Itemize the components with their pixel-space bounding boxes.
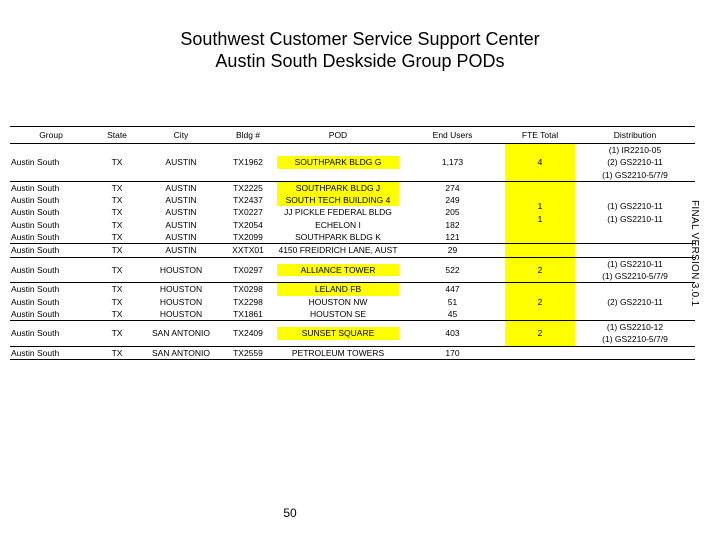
cell-bldg <box>220 244 276 257</box>
cell-group-line: Austin South <box>11 328 60 339</box>
cell-group <box>10 283 92 321</box>
header-bldg: Bldg # <box>220 127 276 144</box>
cell-state <box>92 181 142 244</box>
cell-end-users-line: 522 <box>445 264 460 275</box>
table-row <box>10 244 695 257</box>
cell-distribution-line: (1) GS2210-12 <box>606 322 664 333</box>
cell-group <box>10 244 92 257</box>
cell-distribution <box>575 257 695 283</box>
cell-pod-line: SOUTHPARK BLDG J <box>277 182 399 194</box>
cell-distribution <box>575 346 695 359</box>
cell-city-line: AUSTIN <box>165 157 197 168</box>
cell-bldg-line: TX0227 <box>233 207 263 218</box>
cell-city-line: HOUSTON <box>159 284 203 295</box>
header-distribution: Distribution <box>575 127 695 144</box>
title-line-1: Southwest Customer Service Support Center <box>180 29 540 49</box>
cell-pod-line: ALLIANCE TOWER <box>277 264 399 276</box>
cell-fte-total-line: 1 <box>537 213 543 224</box>
cell-state <box>92 244 142 257</box>
cell-bldg <box>220 181 276 244</box>
cell-pod-line: HOUSTON SE <box>309 308 367 319</box>
cell-bldg-line: TX2054 <box>233 219 263 230</box>
cell-city-line: SAN ANTONIO <box>152 347 210 358</box>
cell-city-line: SAN ANTONIO <box>152 328 210 339</box>
cell-group-line: Austin South <box>11 207 60 218</box>
title-line-2: Austin South Deskside Group PODs <box>215 51 505 71</box>
cell-pod <box>276 321 400 347</box>
version-label: FINAL VERSION 3.0.1 <box>689 200 700 307</box>
cell-city-line: AUSTIN <box>165 245 197 256</box>
cell-group <box>10 321 92 347</box>
cell-pod-line: SOUTHPARK BLDG G <box>277 156 399 168</box>
cell-state <box>92 346 142 359</box>
cell-pod-line: SOUTHPARK BLDG K <box>295 232 381 243</box>
table-body <box>10 144 695 360</box>
cell-city-line: AUSTIN <box>165 207 197 218</box>
cell-city-line: HOUSTON <box>159 264 203 275</box>
cell-end-users <box>400 244 505 257</box>
header-fte-total: FTE Total <box>505 127 575 144</box>
header-pod: POD <box>276 127 400 144</box>
cell-state-line: TX <box>111 232 123 243</box>
cell-group-line: Austin South <box>11 157 60 168</box>
table-header-row <box>10 127 695 144</box>
cell-state-line: TX <box>111 264 123 275</box>
cell-state-line: TX <box>111 328 123 339</box>
cell-end-users-line: 182 <box>445 219 460 230</box>
cell-bldg <box>220 321 276 347</box>
cell-distribution <box>575 181 695 244</box>
cell-end-users <box>400 257 505 283</box>
cell-group <box>10 346 92 359</box>
cell-bldg-line: TX0298 <box>233 284 263 295</box>
cell-bldg-line: TX0297 <box>233 264 263 275</box>
cell-state <box>92 283 142 321</box>
cell-city-line: HOUSTON <box>159 296 203 307</box>
header-group: Group <box>10 127 92 144</box>
cell-bldg-line: TX2298 <box>233 296 263 307</box>
cell-pod-line: ECHELON I <box>315 219 361 230</box>
table-row <box>10 181 695 244</box>
cell-pod-line: LELAND FB <box>277 283 399 295</box>
cell-city <box>142 321 220 347</box>
cell-bldg-line: TX2409 <box>233 328 263 339</box>
cell-bldg-line: TX2225 <box>233 182 263 193</box>
cell-end-users <box>400 283 505 321</box>
cell-end-users-line: 170 <box>445 347 460 358</box>
cell-bldg-line: TX2437 <box>233 195 263 206</box>
cell-fte-total-line: 2 <box>537 328 543 339</box>
cell-fte-total <box>505 181 575 244</box>
cell-city <box>142 257 220 283</box>
cell-city-line: AUSTIN <box>165 195 197 206</box>
cell-distribution <box>575 244 695 257</box>
cell-pod <box>276 244 400 257</box>
cell-state-line: TX <box>111 207 123 218</box>
cell-distribution <box>575 144 695 182</box>
cell-group-line: Austin South <box>11 284 60 295</box>
cell-group <box>10 181 92 244</box>
cell-fte-total <box>505 244 575 257</box>
cell-fte-total-line: 2 <box>537 296 543 307</box>
cell-group-line: Austin South <box>11 296 60 307</box>
cell-city-line: HOUSTON <box>159 308 203 319</box>
cell-state-line: TX <box>111 245 123 256</box>
cell-end-users-line: 274 <box>445 182 460 193</box>
table-row <box>10 346 695 359</box>
cell-bldg <box>220 257 276 283</box>
cell-city-line: AUSTIN <box>165 182 197 193</box>
cell-state <box>92 321 142 347</box>
cell-state-line: TX <box>111 296 123 307</box>
cell-group-line: Austin South <box>11 245 60 256</box>
cell-pod-line: 4150 FREIDRICH LANE, AUST <box>278 245 398 256</box>
cell-city-line: AUSTIN <box>165 232 197 243</box>
cell-end-users-line: 249 <box>445 195 460 206</box>
cell-bldg-line: TX1861 <box>233 308 263 319</box>
cell-city-line: AUSTIN <box>165 219 197 230</box>
cell-end-users-line: 1,173 <box>441 157 464 168</box>
cell-pod <box>276 346 400 359</box>
cell-end-users-line: 447 <box>445 284 460 295</box>
cell-state <box>92 144 142 182</box>
cell-bldg-line: TX2559 <box>233 347 263 358</box>
table-row <box>10 257 695 283</box>
cell-distribution-line: (1) GS2210-11 <box>607 258 663 269</box>
cell-fte-total <box>505 144 575 182</box>
cell-bldg <box>220 283 276 321</box>
cell-fte-total <box>505 283 575 321</box>
cell-fte-total-line: 2 <box>537 264 543 275</box>
cell-pod-line: JJ PICKLE FEDERAL BLDG <box>284 207 392 218</box>
cell-fte-total <box>505 346 575 359</box>
cell-pod <box>276 181 400 244</box>
cell-distribution-line: (1) IR2210-05 <box>608 145 662 155</box>
cell-group-line: Austin South <box>11 264 60 275</box>
cell-group-line: Austin South <box>11 232 60 243</box>
cell-pod <box>276 144 400 182</box>
cell-fte-total <box>505 321 575 347</box>
cell-state-line: TX <box>111 347 123 358</box>
pod-table <box>10 126 695 360</box>
header-city: City <box>142 127 220 144</box>
cell-end-users <box>400 181 505 244</box>
cell-bldg <box>220 144 276 182</box>
cell-bldg <box>220 346 276 359</box>
header-state: State <box>92 127 142 144</box>
cell-end-users-line: 45 <box>447 308 458 319</box>
cell-pod-line: HOUSTON NW <box>308 296 368 307</box>
cell-distribution-line: (2) GS2210-11 <box>607 296 663 307</box>
cell-group-line: Austin South <box>11 219 60 230</box>
cell-distribution-line: (1) GS2210-5/7/9 <box>602 334 668 345</box>
cell-bldg-line: XXTX01 <box>232 245 264 256</box>
cell-end-users-line: 205 <box>445 207 460 218</box>
cell-group-line: Austin South <box>11 308 60 319</box>
cell-distribution-line: (1) GS2210-5/7/9 <box>602 270 668 281</box>
cell-state-line: TX <box>111 182 123 193</box>
cell-end-users-line: 403 <box>445 328 460 339</box>
cell-pod <box>276 283 400 321</box>
cell-fte-total-line: 4 <box>537 157 543 168</box>
cell-end-users-line: 121 <box>445 232 460 243</box>
cell-state-line: TX <box>111 195 123 206</box>
cell-city <box>142 181 220 244</box>
cell-pod <box>276 257 400 283</box>
table-row <box>10 283 695 321</box>
cell-bldg-line: TX1962 <box>233 157 263 168</box>
cell-fte-total <box>505 257 575 283</box>
cell-end-users <box>400 346 505 359</box>
cell-city <box>142 283 220 321</box>
cell-state-line: TX <box>111 308 123 319</box>
cell-distribution-line: (2) GS2210-11 <box>607 157 663 168</box>
cell-end-users-line: 51 <box>447 296 458 307</box>
cell-city <box>142 346 220 359</box>
cell-group-line: Austin South <box>11 182 60 193</box>
cell-state-line: TX <box>111 219 123 230</box>
cell-distribution <box>575 321 695 347</box>
cell-end-users-line: 29 <box>447 245 458 256</box>
cell-pod-line: SUNSET SQUARE <box>277 327 399 339</box>
cell-bldg-line: TX2099 <box>233 232 263 243</box>
table-row <box>10 144 695 182</box>
cell-pod-line: PETROLEUM TOWERS <box>291 347 385 358</box>
cell-distribution-line: (1) GS2210-11 <box>607 201 663 212</box>
cell-state-line: TX <box>111 157 123 168</box>
cell-state <box>92 257 142 283</box>
cell-group-line: Austin South <box>11 195 60 206</box>
cell-group-line: Austin South <box>11 347 60 358</box>
cell-distribution-line: (1) GS2210-5/7/9 <box>602 169 668 180</box>
cell-fte-total-line: 1 <box>537 201 543 212</box>
header-end-users: End Users <box>400 127 505 144</box>
page-number: 50 <box>283 506 297 520</box>
cell-group <box>10 257 92 283</box>
cell-pod-line: SOUTH TECH BUILDING 4 <box>277 194 399 206</box>
cell-group <box>10 144 92 182</box>
table-row <box>10 321 695 347</box>
cell-end-users <box>400 321 505 347</box>
cell-distribution-line: (1) GS2210-11 <box>607 213 663 224</box>
cell-end-users <box>400 144 505 182</box>
cell-city <box>142 244 220 257</box>
cell-distribution <box>575 283 695 321</box>
cell-city <box>142 144 220 182</box>
cell-state-line: TX <box>111 284 123 295</box>
page-title <box>0 28 720 72</box>
